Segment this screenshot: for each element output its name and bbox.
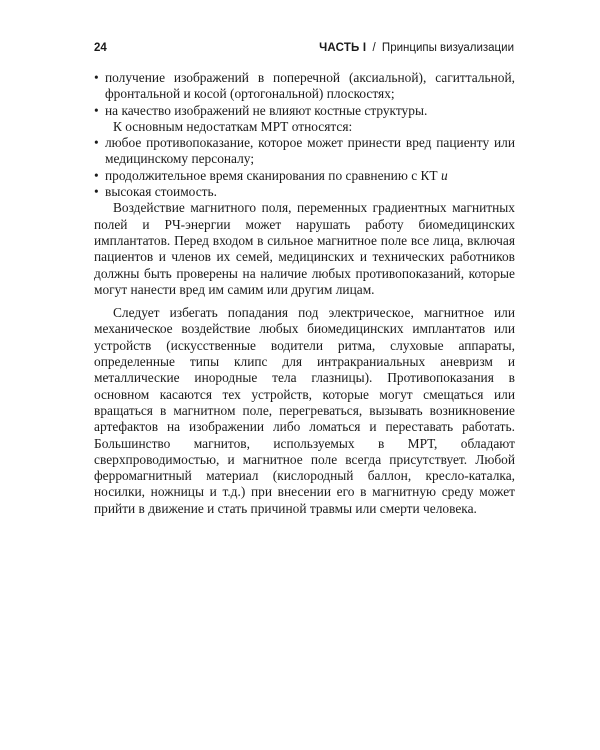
disadvantages-list [94,135,515,200]
page-body [94,70,515,517]
list-item-text: на качество изображений не влияют костные структуры. [105,102,428,118]
list-item [94,184,515,200]
paragraph-contraindications: Следует избегать попадания под электрическое, магнитное или механическое воздействие любых биомедицинских имплантатов или устройств (искусственные водители ритма, слуховые аппараты, определенные типы клипс для интракраниальных аневризм и металлические инородные тела глазницы). Противопоказания в основном касаются тех устройств, которые могут смещаться или вращаться в магнитном поле, перегреваться, вызывать возникновение артефактов на изображении либо ломаться и переставать работать. Большинство магнитов, используемых в МРТ, обладают сверхпроводимостью, и магнитное поле всегда присутствует. Любой ферромагнитный материал (кислородный баллон, кресло-каталка, носилки, ножницы и т.д.) при внесении его в магнитную среду может прийти в движение и стать причиной травмы или смерти человека. [94,305,515,516]
bullet-icon: • [94,167,99,183]
paragraph-magnetic-field: Воздействие магнитного поля, переменных градиентных магнитных полей и РЧ-энергии может нарушать работу биомедицинских имплантатов. Перед входом в сильное магнитное поле все лица, включая пациентов и членов их семей, медицинских и технических работников должны быть проверены на наличие любых противопоказаний, которые могут нанести вред им самим или другим лицам. [94,200,515,297]
list-item [94,70,515,103]
running-head [319,40,514,56]
bullet-icon: • [94,102,99,118]
bullet-icon: • [94,184,99,200]
list-item [94,168,515,184]
list-item-text: получение изображений в поперечной (аксиальной), сагиттальной, фронтальной и косой (ортогональной) плоскостях; [105,70,515,102]
list-item [94,103,515,119]
list-item-text: продолжительное время сканирования по сравнению с КТ [105,167,438,183]
page-number: 24 [94,42,107,54]
bullet-icon: • [94,135,99,151]
running-head-separator: / [372,42,376,54]
list-item-text: высокая стоимость. [105,184,217,200]
disadvantages-intro: К основным недостаткам МРТ относятся: [113,118,353,134]
page-header [94,40,514,56]
list-item-text: любое противопоказание, которое может принести вред пациенту или медицинскому персоналу; [105,135,515,167]
list-item-italic-suffix: и [440,167,448,183]
bullet-icon: • [94,70,99,85]
running-head-section: Принципы визуализации [381,42,514,54]
running-head-part: ЧАСТЬ I [319,42,367,54]
advantages-list [94,70,515,119]
list-item [94,135,515,168]
